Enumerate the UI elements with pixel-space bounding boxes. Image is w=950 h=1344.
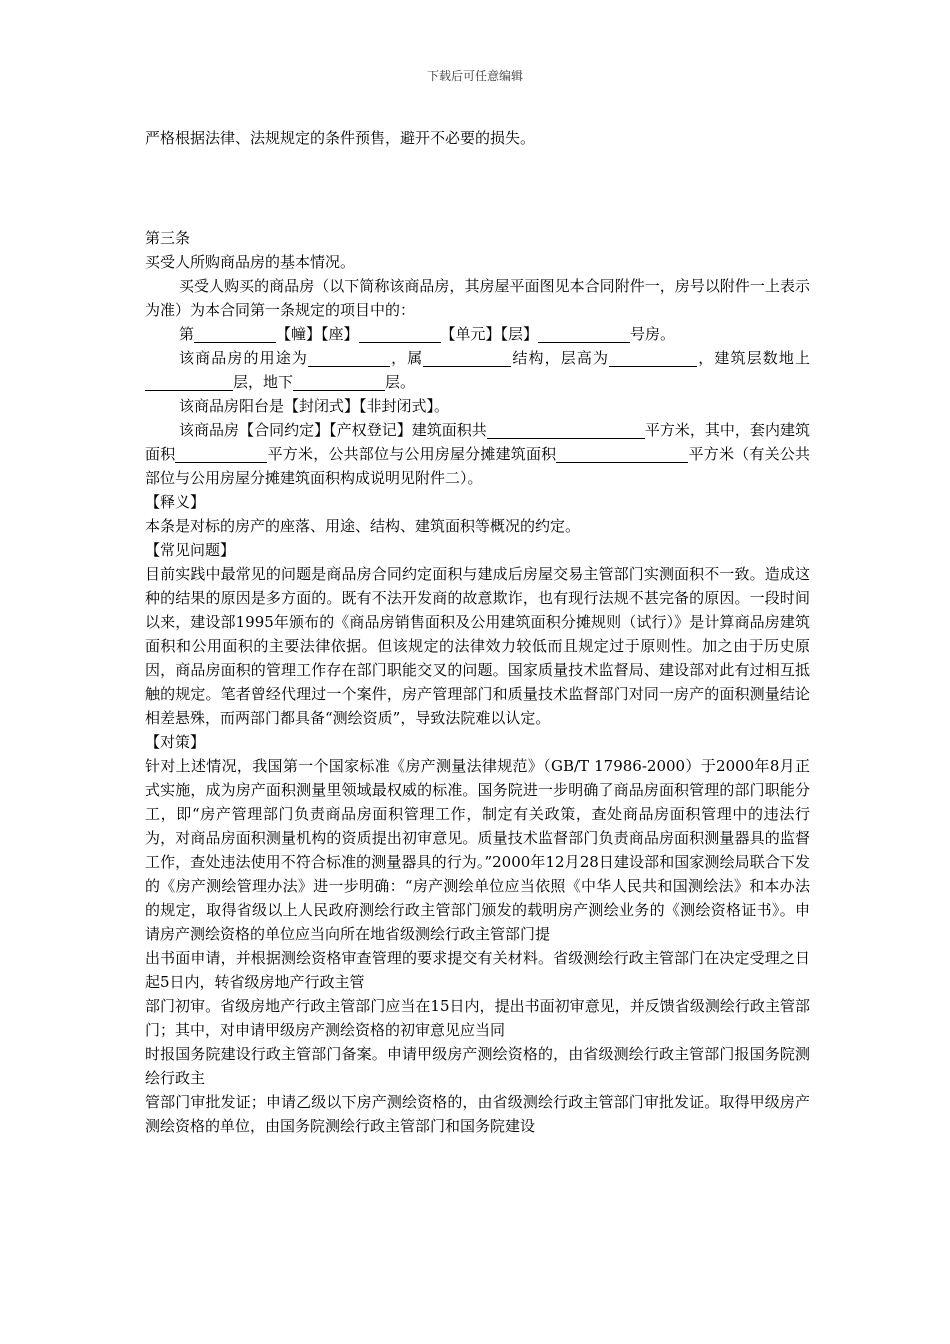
- common-issues-text: 目前实践中最常见的问题是商品房合同约定面积与建成后房屋交易主管部门实测面积不一致。造成这种的结果的原因是多方面的。既有不法开发商的故意欺诈，也有现行法规不甚完备的原因。一段时间以来，建设部1995年颁布的《商品房销售面积及公用建筑面积分摊规则（试行）》是计算商品房建筑面积和公用面积的主要法律依据。但该规定的法律效力较低而且规定过于原则性。加之由于历史原因，商品房面积的管理工作存在部门职能交叉的问题。国家质量技术监督局、建设部对此有过相互抵触的规定。笔者曾经代理过一个案件，房产管理部门和质量技术监督部门对同一房产的面积测量结论相差悬殊，而两部门都具备“测绘资质”，导致法院难以认定。: [145, 565, 810, 727]
- shared-area-label: 平方米，公共部位与公用房屋分摊建筑面积: [267, 445, 557, 463]
- countermeasures-text-3: 部门初审。省级房地产行政主管部门应当在15日内，提出书面初审意见，并反馈省级测绘行政主管部门；其中，对申请甲级房产测绘资格的初审意见应当同: [145, 997, 810, 1039]
- room-label-unit: 【单元】【层】: [440, 325, 539, 343]
- countermeasures-text-4: 时报国务院建设行政主管部门备案。申请甲级房产测绘资格的，由省级测绘行政主管部门报国务院测绘行政主: [145, 1045, 810, 1087]
- countermeasures-text-2: 出书面申请，并根据测绘资格审查管理的要求提交有关材料。省级测绘行政主管部门在决定受理之日起5日内，转省级房地产行政主管: [145, 949, 810, 991]
- blank-building[interactable]: [194, 324, 276, 343]
- below-ground-label: 层，地下: [233, 373, 294, 391]
- clause-purchase: 买受人购买的商品房（以下简称该商品房，其房屋平面图见本合同附件一，房号以附件一上表示为准）为本合同第一条规定的项目中的：: [145, 277, 810, 319]
- clause-area: [145, 418, 810, 490]
- clause-usage: [145, 346, 810, 394]
- room-label-building: 【幢】【座】: [276, 325, 359, 343]
- room-label-suffix: 号房。: [630, 325, 676, 343]
- inner-area-label: 平方米，其中，套内建筑面积: [145, 421, 810, 463]
- room-label-prefix: 第: [179, 325, 195, 343]
- article-title: 第三条: [145, 229, 191, 247]
- above-ground-label: ，建筑层数地上: [697, 349, 810, 367]
- usage-suffix: 层。: [385, 373, 416, 391]
- article-body: [145, 226, 810, 1138]
- intro-paragraph: 严格根据法律、法规规定的条件预售，避开不必要的损失。: [145, 129, 536, 147]
- blank-floor-height[interactable]: [609, 348, 697, 367]
- area-suffix: 平方米（有关公共部位与公用房屋分摊建筑面积构成说明见附件二）。: [145, 445, 810, 487]
- blank-inner-area[interactable]: [175, 444, 267, 463]
- interpretation-text: 本条是对标的房产的座落、用途、结构、建筑面积等概况的约定。: [145, 517, 581, 535]
- heading-common-issues: 【常见问题】: [145, 541, 236, 559]
- blank-above-ground[interactable]: [145, 372, 233, 391]
- blank-below-ground[interactable]: [293, 372, 385, 391]
- blank-shared-area[interactable]: [556, 444, 688, 463]
- blank-room[interactable]: [538, 324, 630, 343]
- usage-label: 该商品房的用途为: [179, 349, 308, 367]
- countermeasures-text-5: 管部门审批发证；申请乙级以下房产测绘资格的，由省级测绘行政主管部门审批发证。取得甲级房产测绘资格的单位，由国务院测绘行政主管部门和国务院建设: [145, 1093, 810, 1135]
- total-area-label: 该商品房【合同约定】【产权登记】建筑面积共: [179, 421, 487, 439]
- blank-total-area[interactable]: [487, 420, 645, 439]
- floor-height-label: 结构，层高为: [511, 349, 610, 367]
- structure-label-prefix: ，属: [389, 349, 424, 367]
- blank-structure[interactable]: [423, 348, 511, 367]
- countermeasures-text-1: 针对上述情况，我国第一个国家标准《房产测量法律规范》（GB/T 17986-2000）于2000年8月正式实施，成为房产面积测量里领域最权威的标准。国务院进一步明确了商品房面积管理的部门职能分工，即“房产管理部门负责商品房面积管理工作，制定有关政策，查处商品房面积管理中的违法行为，对商品房面积测量机构的资质提出初审意见。质量技术监督部门负责商品房面积测量器具的监督工作，查处违法使用不符合标准的测量器具的行为。”2000年12月28日建设部和国家测绘局联合下发的《房产测绘管理办法》进一步明确：“房产测绘单位应当依照《中华人民共和国测绘法》和本办法的规定，取得省级以上人民政府测绘行政主管部门颁发的载明房产测绘业务的《测绘资格证书》。申请房产测绘资格的单位应当向所在地省级测绘行政主管部门提: [145, 757, 810, 943]
- clause-room-number: [145, 322, 810, 346]
- blank-usage[interactable]: [308, 348, 390, 367]
- heading-countermeasures: 【对策】: [145, 733, 206, 751]
- heading-interpretation: 【释义】: [145, 493, 206, 511]
- article-subtitle: 买受人所购商品房的基本情况。: [145, 253, 356, 271]
- page-header: 下载后可任意编辑: [426, 69, 523, 83]
- clause-balcony: 该商品房阳台是【封闭式】【非封闭式】。: [179, 397, 450, 415]
- intro-block: [145, 126, 810, 150]
- blank-unit[interactable]: [359, 324, 441, 343]
